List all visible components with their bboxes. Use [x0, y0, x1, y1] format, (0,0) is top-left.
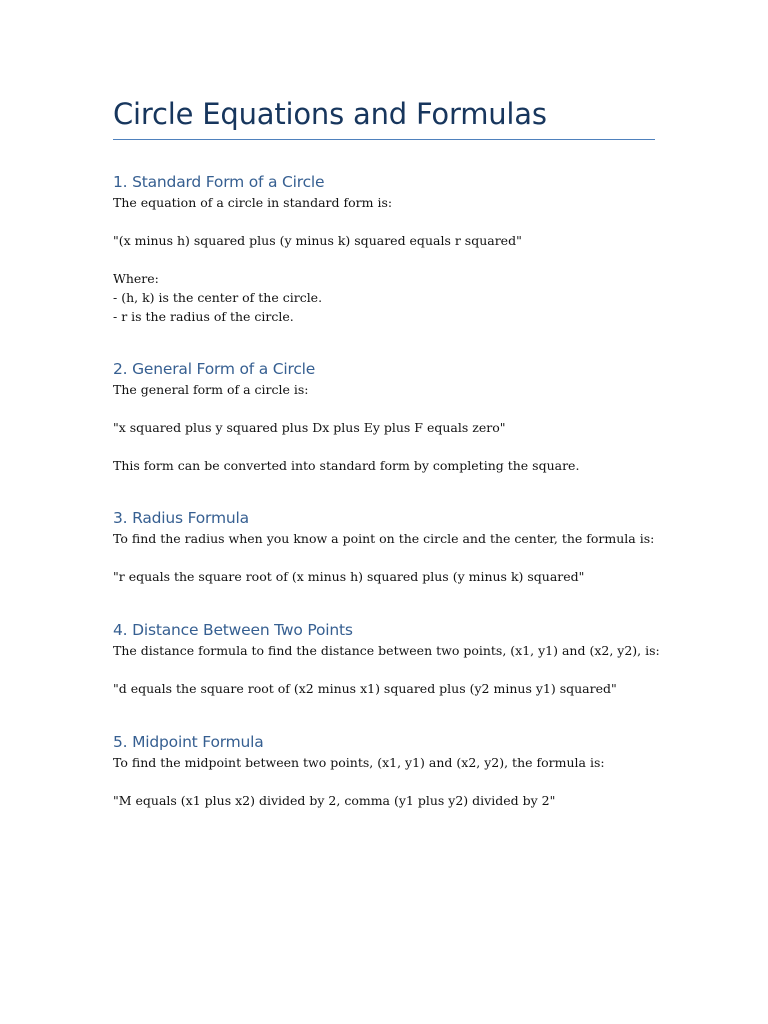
title-divider [113, 139, 655, 140]
section-heading: 2. General Form of a Circle [113, 360, 316, 378]
section-intro: The distance formula to find the distance between two points, (x1, y1) and (x2, y2), is: [113, 643, 660, 658]
where-label: Where: [113, 271, 159, 286]
section-intro: To find the radius when you know a point on the circle and the center, the formula is: [113, 531, 655, 546]
section-general-form [113, 358, 655, 475]
formula-text: "d equals the square root of (x2 minus x1) squared plus (y2 minus y1) squared" [113, 681, 617, 696]
page-title: Circle Equations and Formulas [113, 97, 547, 131]
section-standard-form [113, 171, 655, 326]
formula-text: "(x minus h) squared plus (y minus k) squared equals r squared" [113, 233, 522, 248]
formula-text: "x squared plus y squared plus Dx plus Ey plus F equals zero" [113, 420, 506, 435]
document-page [113, 94, 660, 810]
where-item: - (h, k) is the center of the circle. [113, 290, 323, 305]
section-heading: 3. Radius Formula [113, 509, 249, 527]
section-midpoint-formula [113, 731, 655, 810]
section-heading: 4. Distance Between Two Points [113, 621, 353, 639]
section-note: This form can be converted into standard form by completing the square. [113, 458, 580, 473]
section-heading: 1. Standard Form of a Circle [113, 173, 325, 191]
section-heading: 5. Midpoint Formula [113, 733, 264, 751]
formula-text: "r equals the square root of (x minus h) squared plus (y minus k) squared" [113, 569, 585, 584]
section-distance-formula [113, 619, 660, 698]
section-intro: To find the midpoint between two points, (x1, y1) and (x2, y2), the formula is: [113, 755, 605, 770]
where-item: - r is the radius of the circle. [113, 309, 294, 324]
section-intro: The equation of a circle in standard form is: [113, 195, 393, 210]
section-radius-formula [113, 507, 655, 586]
formula-text: "M equals (x1 plus x2) divided by 2, comma (y1 plus y2) divided by 2" [113, 793, 556, 808]
section-intro: The general form of a circle is: [113, 382, 309, 397]
